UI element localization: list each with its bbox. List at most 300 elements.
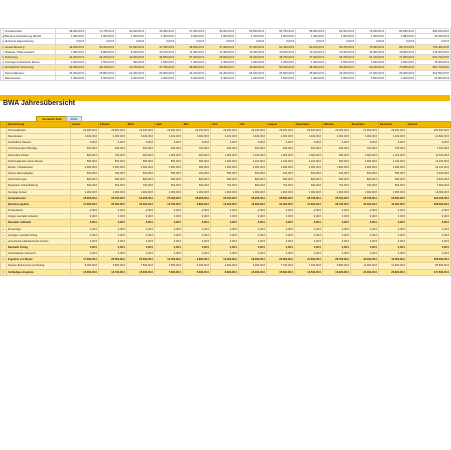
row-label: Kontenklasse unbesetzt: [7, 251, 71, 257]
value-cell: 1.000,00 €: [56, 34, 86, 39]
value-cell: 0,00 €: [239, 251, 267, 257]
value-cell: 2.000,00 €: [326, 75, 356, 80]
value-cell: 0,00 €: [239, 226, 267, 232]
value-cell: 900,00 €: [183, 152, 211, 158]
row-operator: +: [1, 238, 7, 244]
value-cell: 500,00 €: [71, 183, 99, 189]
value-cell: 0,00 €: [211, 251, 239, 257]
value-cell: 15.000,00 €: [127, 269, 155, 275]
value-cell: 1.000,00 €: [211, 158, 239, 164]
value-cell: 29.000,00 €: [379, 128, 407, 134]
row-operator: -: [2, 49, 3, 54]
row-total-cell: 0,00 €: [407, 220, 451, 226]
value-cell: 800,00 €: [71, 177, 99, 183]
value-cell: 3.500,00 €: [155, 263, 183, 269]
value-cell: 49.000,00 €: [56, 44, 86, 49]
value-cell: 800,00 €: [239, 177, 267, 183]
value-cell: 500,00 €: [71, 171, 99, 177]
row-total-cell: 302.500,00 €: [416, 70, 451, 75]
value-cell: 4.300,00 €: [211, 263, 239, 269]
value-cell: 0,00 €: [323, 232, 351, 238]
row-operator: =: [2, 65, 4, 70]
value-cell: 23.300,00 €: [267, 257, 295, 263]
value-cell: 0,00 €: [99, 208, 127, 214]
value-cell: 900,00 €: [183, 164, 211, 170]
row-total-cell: 0,00 €: [407, 226, 451, 232]
value-cell: 2.000,00 €: [176, 34, 206, 39]
value-cell: 21.600,00 €: [295, 257, 323, 263]
row-total-cell: 0,00 €: [407, 244, 451, 250]
value-cell: 0,00 €: [379, 244, 407, 250]
value-cell: 0,00 €: [71, 232, 99, 238]
value-cell: 19.900,00 €: [323, 269, 351, 275]
value-cell: 1.000,00 €: [351, 152, 379, 158]
row-label: Steuern Einkommen und Ertrag: [7, 263, 71, 269]
value-cell: 23.600,00 €: [146, 70, 176, 75]
value-cell: 800,00 €: [379, 183, 407, 189]
value-cell: 2.000,00 €: [323, 134, 351, 140]
value-cell: 29.600,00 €: [379, 269, 407, 275]
value-cell: 0,00 €: [127, 238, 155, 244]
value-cell: 0,00 €: [211, 208, 239, 214]
value-cell: 700,00 €: [183, 146, 211, 152]
value-cell: 0,00 €: [323, 208, 351, 214]
value-cell: 700,00 €: [351, 146, 379, 152]
value-cell: 2.000,00 €: [99, 134, 127, 140]
value-cell: 13.200,00 €: [211, 201, 239, 207]
value-cell: 48.750,00 €: [266, 55, 296, 60]
year-select[interactable]: 2022: [66, 116, 82, 123]
value-cell: 25.200,00 €: [211, 195, 239, 201]
value-cell: 1.000,00 €: [351, 158, 379, 164]
value-cell: 1.000,00 €: [211, 152, 239, 158]
value-cell: 17.000,00 €: [71, 257, 99, 263]
value-cell: 0,00 €: [211, 140, 239, 146]
value-cell: 0,00 €: [127, 251, 155, 257]
value-cell: 22.500,00 €: [127, 257, 155, 263]
value-cell: 61.100,00 €: [356, 55, 386, 60]
value-cell: 0,00 €: [71, 226, 99, 232]
row-label: Werbe- / Reisekosten: [7, 164, 71, 170]
value-cell: 6.300,00 €: [239, 263, 267, 269]
value-cell: 24.000,00 €: [56, 70, 86, 75]
row-label: Bestand Veränderung FE/UE: [4, 34, 56, 39]
value-cell: 2.000,00 €: [356, 60, 386, 65]
value-cell: 48.300,00 €: [296, 65, 326, 70]
value-cell: 29.700,00 €: [323, 201, 351, 207]
value-cell: 0,00 €: [155, 214, 183, 220]
value-cell: 0,00 €: [155, 251, 183, 257]
value-cell: 0,00 €: [295, 214, 323, 220]
year-label: Auswahl Jahr: [36, 116, 68, 123]
value-cell: 22.400,00 €: [116, 70, 146, 75]
value-cell: 0,00 €: [211, 232, 239, 238]
value-cell: 0,00 €: [326, 39, 356, 44]
row-total-cell: 18.350,00 €: [416, 34, 451, 39]
value-cell: 0,00 €: [127, 226, 155, 232]
row-label: Zinserträge: [7, 226, 71, 232]
value-cell: 0,00 €: [183, 251, 211, 257]
header-cell: August: [267, 122, 295, 128]
value-cell: 50.100,00 €: [266, 65, 296, 70]
value-cell: 6.600,00 €: [183, 269, 211, 275]
value-cell: 1.400,00 €: [206, 60, 236, 65]
row-total-cell: 258.300,00 €: [407, 257, 451, 263]
header-cell: Juni: [211, 122, 239, 128]
value-cell: 0,00 €: [295, 208, 323, 214]
header-cell: März: [127, 122, 155, 128]
value-cell: 500,00 €: [127, 171, 155, 177]
value-cell: 0,00 €: [239, 232, 267, 238]
value-cell: 27.000,00 €: [356, 70, 386, 75]
value-cell: 500,00 €: [71, 158, 99, 164]
row-total-cell: 12.000,00 €: [407, 189, 451, 195]
value-cell: 29.600,00 €: [379, 195, 407, 201]
value-cell: 7.700,00 €: [267, 263, 295, 269]
value-cell: 0,00 €: [155, 140, 183, 146]
row-total-cell: 24.800,00 €: [416, 75, 451, 80]
value-cell: 73.600,00 €: [356, 29, 386, 34]
value-cell: 800,00 €: [99, 158, 127, 164]
value-cell: 13.200,00 €: [211, 257, 239, 263]
value-cell: 600,00 €: [239, 146, 267, 152]
row-total-cell: 7.400,00 €: [407, 146, 451, 152]
value-cell: 25.800,00 €: [99, 128, 127, 134]
value-cell: 44.200,00 €: [236, 55, 266, 60]
value-cell: 0,00 €: [386, 39, 416, 44]
value-cell: 0,00 €: [239, 208, 267, 214]
value-cell: 0,00 €: [267, 251, 295, 257]
row-operator: +/-: [2, 34, 6, 39]
value-cell: 0,00 €: [155, 220, 183, 226]
value-cell: 33.400,00 €: [351, 257, 379, 263]
value-cell: 25.500,00 €: [323, 195, 351, 201]
row-label: sonstiger neutraler Ertrag: [7, 232, 71, 238]
value-cell: 1.000,00 €: [71, 189, 99, 195]
value-cell: 600,00 €: [155, 183, 183, 189]
value-cell: 800,00 €: [211, 177, 239, 183]
value-cell: 2.000,00 €: [183, 134, 211, 140]
value-cell: 1.000,00 €: [206, 34, 236, 39]
value-cell: 0,00 €: [267, 140, 295, 146]
value-cell: 700,00 €: [351, 183, 379, 189]
row-total-cell: 302.500,00 €: [407, 128, 451, 134]
value-cell: 0,00 €: [127, 232, 155, 238]
row-total-cell: 0,00 €: [407, 214, 451, 220]
value-cell: 1.100,00 €: [239, 158, 267, 164]
value-cell: 0,00 €: [127, 208, 155, 214]
value-cell: 0,00 €: [323, 140, 351, 146]
row-total-cell: 86.800,00 €: [407, 263, 451, 269]
value-cell: 1.300,00 €: [236, 60, 266, 65]
value-cell: 1.800,00 €: [323, 164, 351, 170]
value-cell: 16.800,00 €: [386, 49, 416, 54]
value-cell: 21.200,00 €: [127, 195, 155, 201]
value-cell: 47.350,00 €: [146, 44, 176, 49]
value-cell: 0,00 €: [266, 39, 296, 44]
value-cell: 0,00 €: [99, 220, 127, 226]
value-cell: 12.100,00 €: [296, 49, 326, 54]
row-operator: +: [1, 232, 7, 238]
row-label: aktivierte Eigenleistung: [4, 39, 56, 44]
value-cell: 2.000,00 €: [351, 164, 379, 170]
value-cell: 0,00 €: [127, 220, 155, 226]
value-cell: 1.000,00 €: [295, 152, 323, 158]
value-cell: 7.500,00 €: [127, 263, 155, 269]
value-cell: 3.000,00 €: [351, 134, 379, 140]
value-cell: 800,00 €: [127, 177, 155, 183]
value-cell: 53.700,00 €: [326, 55, 356, 60]
value-cell: 0,00 €: [99, 214, 127, 220]
row-label: Zinsaufwand: [7, 208, 71, 214]
value-cell: 1.850,00 €: [386, 34, 416, 39]
value-cell: 26.000,00 €: [326, 70, 356, 75]
value-cell: 47.000,00 €: [176, 29, 206, 34]
value-cell: 0,00 €: [351, 214, 379, 220]
value-cell: 0,00 €: [116, 39, 146, 44]
value-cell: 900,00 €: [323, 152, 351, 158]
row-label: Sonstige betriebliche Erlöse: [4, 60, 56, 65]
row-operator: =: [1, 257, 7, 263]
value-cell: 0,00 €: [323, 238, 351, 244]
row-label: betrieblicher Rohertrag: [4, 65, 56, 70]
value-cell: 7.000,00 €: [56, 49, 86, 54]
value-cell: 1.400,00 €: [146, 75, 176, 80]
value-cell: 1.100,00 €: [379, 158, 407, 164]
value-cell: 0,00 €: [379, 214, 407, 220]
value-cell: 0,00 €: [127, 244, 155, 250]
row-total-cell: 0,00 €: [416, 39, 451, 44]
value-cell: 0,00 €: [155, 232, 183, 238]
value-cell: 0,00 €: [99, 232, 127, 238]
value-cell: 0,00 €: [155, 244, 183, 250]
value-cell: 0,00 €: [127, 214, 155, 220]
value-cell: 2.000,00 €: [86, 34, 116, 39]
row-total-cell: 0,00 €: [407, 238, 451, 244]
value-cell: 600,00 €: [295, 183, 323, 189]
value-cell: 600,00 €: [295, 146, 323, 152]
value-cell: 1.000,00 €: [267, 152, 295, 158]
header-cell: Februar: [99, 122, 127, 128]
value-cell: 0,00 €: [267, 232, 295, 238]
value-cell: 0,00 €: [351, 238, 379, 244]
value-cell: 0,00 €: [236, 39, 266, 44]
value-cell: 1.400,00 €: [239, 134, 267, 140]
value-cell: 37.700,00 €: [146, 65, 176, 70]
value-cell: 2.000,00 €: [266, 75, 296, 80]
value-cell: 13.000,00 €: [239, 269, 267, 275]
value-cell: 26.800,00 €: [267, 195, 295, 201]
value-cell: 43.700,00 €: [116, 65, 146, 70]
value-cell: 55.200,00 €: [326, 65, 356, 70]
value-cell: 75.000,00 €: [356, 44, 386, 49]
value-cell: 45.500,00 €: [236, 65, 266, 70]
value-cell: 5.000,00 €: [71, 263, 99, 269]
value-cell: 600,00 €: [323, 146, 351, 152]
row-total-cell: 258.300,00 €: [407, 201, 451, 207]
value-cell: 0,00 €: [295, 244, 323, 250]
value-cell: 400,00 €: [267, 171, 295, 177]
value-cell: 1.000,00 €: [127, 189, 155, 195]
value-cell: 1.100,00 €: [239, 152, 267, 158]
value-cell: 2.000,00 €: [86, 75, 116, 80]
value-cell: 0,00 €: [323, 226, 351, 232]
value-cell: 300,00 €: [99, 171, 127, 177]
value-cell: 51.600,00 €: [116, 44, 146, 49]
value-cell: 600,00 €: [211, 146, 239, 152]
value-cell: 12.000,00 €: [71, 269, 99, 275]
row-operator: +: [2, 60, 4, 65]
value-cell: 800,00 €: [183, 177, 211, 183]
value-cell: 800,00 €: [239, 183, 267, 189]
value-cell: 500,00 €: [155, 171, 183, 177]
value-cell: 0,00 €: [99, 226, 127, 232]
value-cell: 1.000,00 €: [239, 189, 267, 195]
value-cell: 1.400,00 €: [295, 134, 323, 140]
value-cell: 8.400,00 €: [116, 49, 146, 54]
value-cell: 0,00 €: [99, 238, 127, 244]
value-cell: 47.300,00 €: [296, 55, 326, 60]
value-cell: 0,00 €: [211, 244, 239, 250]
bwa-table: [0, 121, 451, 276]
value-cell: 21.600,00 €: [295, 201, 323, 207]
value-cell: 0,00 €: [295, 226, 323, 232]
value-cell: 44.200,00 €: [86, 55, 116, 60]
value-cell: 0,00 €: [267, 226, 295, 232]
value-cell: 1.400,00 €: [296, 75, 326, 80]
value-cell: 0,00 €: [183, 238, 211, 244]
row-label: Raumkosten: [7, 134, 71, 140]
value-cell: 60.100,00 €: [296, 44, 326, 49]
value-cell: 1.100,00 €: [267, 158, 295, 164]
value-cell: 36.000,00 €: [206, 29, 236, 34]
value-cell: 1.000,00 €: [56, 60, 86, 65]
value-cell: 86.850,00 €: [386, 29, 416, 34]
value-cell: 2.000,00 €: [267, 164, 295, 170]
value-cell: 14.500,00 €: [295, 269, 323, 275]
value-cell: 41.000,00 €: [56, 55, 86, 60]
value-cell: 1.400,00 €: [155, 134, 183, 140]
value-cell: 0,00 €: [379, 208, 407, 214]
value-cell: 1.000,00 €: [116, 34, 146, 39]
value-cell: 0,00 €: [267, 220, 295, 226]
value-cell: 0,00 €: [351, 232, 379, 238]
value-cell: 1.000,00 €: [295, 189, 323, 195]
value-cell: 800,00 €: [351, 177, 379, 183]
value-cell: 500,00 €: [183, 183, 211, 189]
value-cell: 12.000,00 €: [266, 49, 296, 54]
value-cell: 700,00 €: [127, 183, 155, 189]
value-cell: 26.000,00 €: [323, 128, 351, 134]
value-cell: 0,00 €: [379, 220, 407, 226]
row-label: Neutraler Ertrag: [7, 244, 71, 250]
row-total-cell: 139.300,00 €: [416, 49, 451, 54]
value-cell: 600,00 €: [71, 146, 99, 152]
value-cell: 13.000,00 €: [236, 49, 266, 54]
value-cell: 1.400,00 €: [56, 75, 86, 80]
value-cell: 2.000,00 €: [379, 164, 407, 170]
value-cell: 3.400,00 €: [206, 75, 236, 80]
value-cell: 3.400,00 €: [127, 134, 155, 140]
row-total-cell: 9.600,00 €: [407, 177, 451, 183]
value-cell: 0,00 €: [239, 140, 267, 146]
value-cell: 1.400,00 €: [386, 75, 416, 80]
value-cell: 500,00 €: [379, 171, 407, 177]
row-label: Personalkosten: [4, 70, 56, 75]
header-cell: Mai: [183, 122, 211, 128]
value-cell: 1.000,00 €: [323, 189, 351, 195]
value-cell: 0,00 €: [155, 226, 183, 232]
value-cell: 0,00 €: [356, 39, 386, 44]
value-cell: 58.500,00 €: [296, 29, 326, 34]
value-cell: 1.000,00 €: [351, 189, 379, 195]
value-cell: 900,00 €: [127, 158, 155, 164]
row-label: Ergebnis vor Steuer: [7, 257, 71, 263]
value-cell: 0,00 €: [183, 214, 211, 220]
value-cell: 0,00 €: [71, 208, 99, 214]
row-total-cell: 0,00 €: [407, 140, 451, 146]
value-cell: 0,00 €: [211, 220, 239, 226]
value-cell: 27.000,00 €: [351, 128, 379, 134]
row-total-cell: 15.900,00 €: [416, 60, 451, 65]
value-cell: 42.000,00 €: [56, 65, 86, 70]
value-cell: 1.600,00 €: [266, 34, 296, 39]
value-cell: 7.100,00 €: [295, 263, 323, 269]
value-cell: 44.200,00 €: [379, 257, 407, 263]
row-label: Gesamtkosten: [7, 195, 71, 201]
value-cell: 1.700,00 €: [236, 34, 266, 39]
value-cell: 0,00 €: [379, 226, 407, 232]
value-cell: 25.100,00 €: [239, 128, 267, 134]
value-cell: 24.100,00 €: [183, 128, 211, 134]
value-cell: 700,00 €: [379, 146, 407, 152]
row-operator: =: [2, 44, 4, 49]
row-label: Umsatzerlöse: [4, 29, 56, 34]
row-label: Reparatur/ Instandhaltung: [7, 183, 71, 189]
row-label: Kosten Warenabgabe: [7, 171, 71, 177]
value-cell: 9.800,00 €: [183, 201, 211, 207]
value-cell: 0,00 €: [323, 244, 351, 250]
value-cell: 43.200,00 €: [116, 55, 146, 60]
value-cell: 800,00 €: [295, 177, 323, 183]
value-cell: 700,00 €: [99, 152, 127, 158]
value-cell: 600,00 €: [127, 146, 155, 152]
value-cell: 71.750,00 €: [86, 29, 116, 34]
value-cell: 0,00 €: [295, 251, 323, 257]
value-cell: 0,00 €: [176, 39, 206, 44]
row-total-cell: 171.500,00 €: [407, 269, 451, 275]
header-cell: Oktober: [323, 122, 351, 128]
value-cell: 25.500,00 €: [267, 128, 295, 134]
value-cell: 0,00 €: [267, 238, 295, 244]
value-cell: 24.000,00 €: [71, 128, 99, 134]
value-cell: 0,00 €: [351, 226, 379, 232]
value-cell: 1.400,00 €: [71, 134, 99, 140]
value-cell: 25.100,00 €: [236, 70, 266, 75]
value-cell: 900,00 €: [183, 158, 211, 164]
row-label: Personalkosten: [7, 128, 71, 134]
value-cell: 29.700,00 €: [351, 195, 379, 201]
header-cell: Bezeichnung: [7, 122, 71, 128]
value-cell: 71.900,00 €: [386, 55, 416, 60]
row-label: Rohertrag: [4, 55, 56, 60]
value-cell: 57.200,00 €: [236, 44, 266, 49]
value-cell: 1.000,00 €: [326, 34, 356, 39]
value-cell: 0,00 €: [71, 238, 99, 244]
value-cell: 0,00 €: [379, 140, 407, 146]
value-cell: 1.900,00 €: [386, 60, 416, 65]
value-cell: 7.200,00 €: [155, 269, 183, 275]
